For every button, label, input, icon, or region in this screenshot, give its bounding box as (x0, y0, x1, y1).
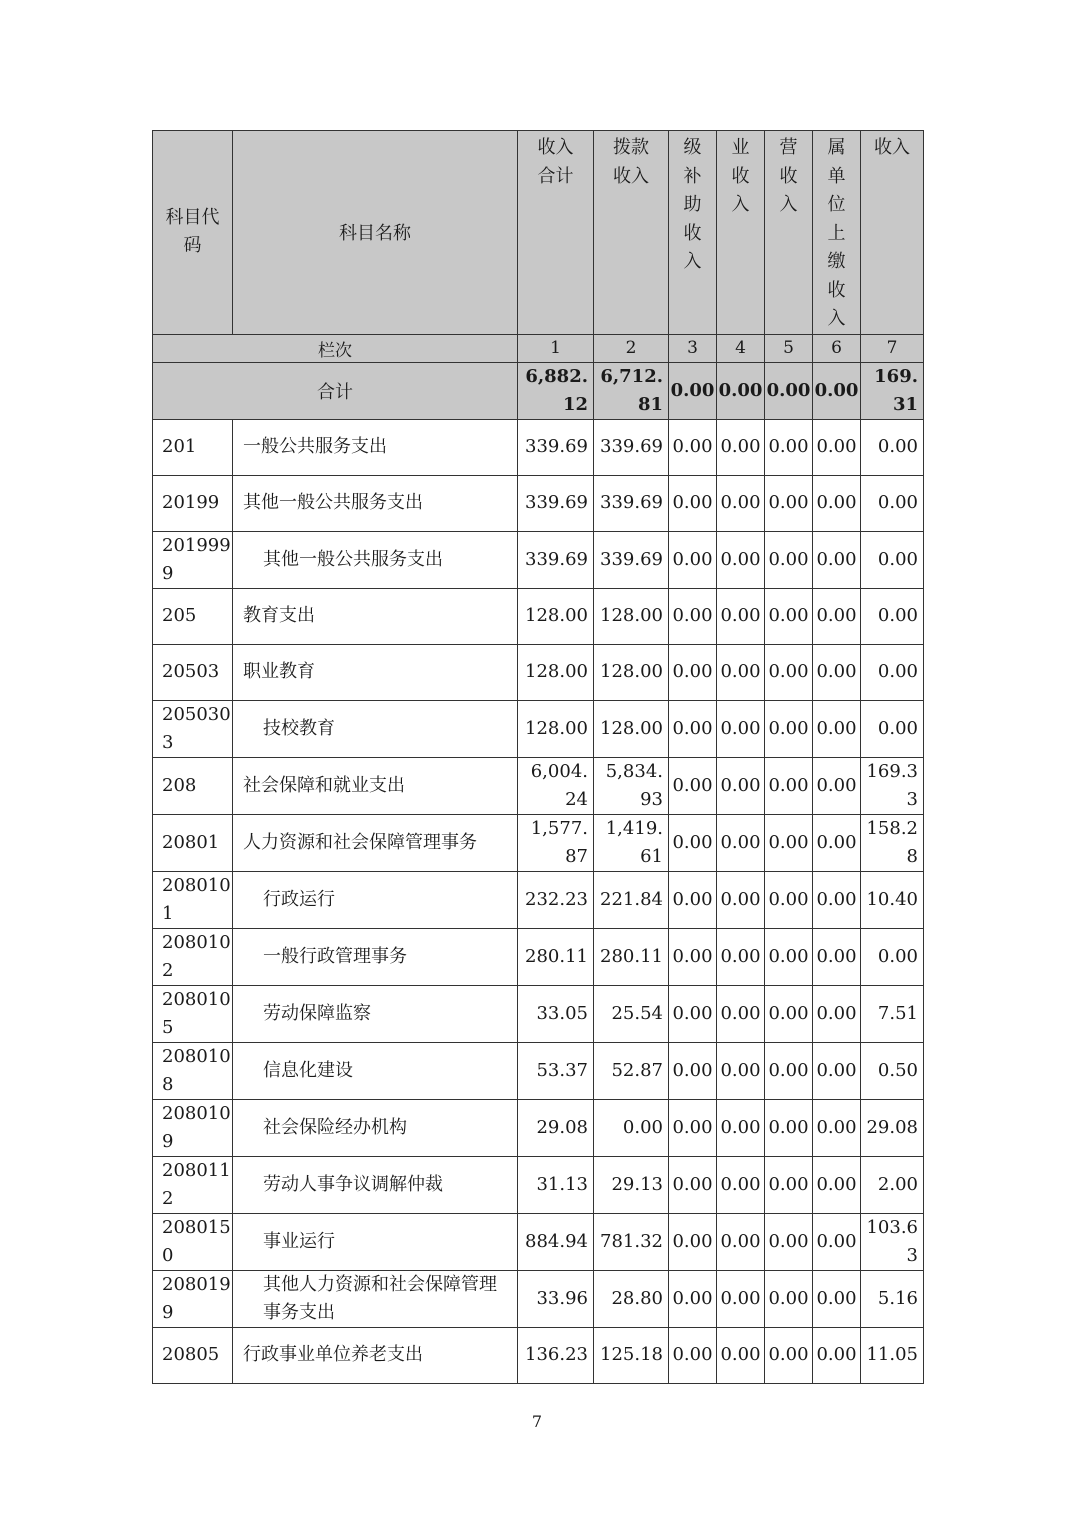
amount-cell: 0.00 (765, 588, 813, 644)
amount-cell: 0.00 (669, 814, 717, 871)
subject-code: 2019999 (153, 531, 233, 588)
page-number: 7 (531, 1412, 543, 1431)
table-row (153, 644, 924, 700)
amount-cell: 0.00 (669, 985, 717, 1042)
subject-code: 2080101 (153, 871, 233, 928)
amount-cell: 52.87 (594, 1042, 669, 1099)
total-value: 6,882.12 (518, 362, 594, 419)
subject-name: 其他一般公共服务支出 (233, 475, 518, 531)
subject-code: 20199 (153, 475, 233, 531)
amount-cell: 884.94 (518, 1213, 594, 1270)
column-index: 7 (861, 334, 924, 362)
amount-cell: 2.00 (861, 1156, 924, 1213)
column-index: 4 (717, 334, 765, 362)
header-code: 科目代码 (153, 131, 233, 335)
table-row (153, 700, 924, 757)
table-row (153, 419, 924, 475)
amount-cell: 0.00 (669, 1213, 717, 1270)
amount-cell: 232.23 (518, 871, 594, 928)
amount-cell: 0.00 (717, 1099, 765, 1156)
table-row (153, 985, 924, 1042)
subject-name: 行政运行 (233, 871, 518, 928)
amount-cell: 11.05 (861, 1327, 924, 1383)
amount-cell: 0.00 (813, 1156, 861, 1213)
amount-cell: 0.00 (717, 985, 765, 1042)
amount-cell: 280.11 (518, 928, 594, 985)
amount-cell: 28.80 (594, 1270, 669, 1327)
subject-code: 20801 (153, 814, 233, 871)
column-index: 6 (813, 334, 861, 362)
amount-cell: 0.00 (765, 644, 813, 700)
amount-cell: 0.00 (813, 588, 861, 644)
amount-cell: 0.00 (669, 700, 717, 757)
amount-cell: 128.00 (518, 588, 594, 644)
amount-cell: 0.00 (861, 928, 924, 985)
amount-cell: 0.00 (813, 475, 861, 531)
amount-cell: 125.18 (594, 1327, 669, 1383)
table-row (153, 1213, 924, 1270)
amount-cell: 0.50 (861, 1042, 924, 1099)
amount-cell: 0.00 (717, 1156, 765, 1213)
amount-cell: 0.00 (765, 419, 813, 475)
total-value: 6,712.81 (594, 362, 669, 419)
amount-cell: 0.00 (765, 814, 813, 871)
amount-cell: 0.00 (717, 419, 765, 475)
amount-cell: 0.00 (765, 757, 813, 814)
amount-cell: 0.00 (717, 588, 765, 644)
amount-cell: 0.00 (669, 871, 717, 928)
table-row (153, 1270, 924, 1327)
amount-cell: 128.00 (594, 644, 669, 700)
amount-cell: 0.00 (594, 1099, 669, 1156)
table-row (153, 1327, 924, 1383)
amount-cell: 0.00 (861, 475, 924, 531)
header-col-2: 拨款收入 (594, 131, 669, 335)
amount-cell: 0.00 (813, 419, 861, 475)
amount-cell: 0.00 (717, 1270, 765, 1327)
amount-cell: 0.00 (765, 700, 813, 757)
amount-cell: 0.00 (813, 644, 861, 700)
header-row (153, 131, 924, 335)
amount-cell: 0.00 (669, 1270, 717, 1327)
amount-cell: 0.00 (717, 531, 765, 588)
amount-cell: 0.00 (765, 1042, 813, 1099)
amount-cell: 0.00 (813, 1042, 861, 1099)
amount-cell: 0.00 (765, 1099, 813, 1156)
subject-name: 其他人力资源和社会保障管理事务支出 (233, 1270, 518, 1327)
subject-code: 205 (153, 588, 233, 644)
table-row (153, 1156, 924, 1213)
subject-code: 2080108 (153, 1042, 233, 1099)
amount-cell: 128.00 (594, 588, 669, 644)
amount-cell: 0.00 (813, 700, 861, 757)
amount-cell: 0.00 (717, 1213, 765, 1270)
subject-name: 其他一般公共服务支出 (233, 531, 518, 588)
table-row (153, 928, 924, 985)
amount-cell: 0.00 (765, 1156, 813, 1213)
amount-cell: 158.28 (861, 814, 924, 871)
amount-cell: 280.11 (594, 928, 669, 985)
amount-cell: 0.00 (861, 588, 924, 644)
subject-name: 信息化建设 (233, 1042, 518, 1099)
amount-cell: 0.00 (669, 1156, 717, 1213)
amount-cell: 339.69 (594, 475, 669, 531)
amount-cell: 339.69 (594, 419, 669, 475)
amount-cell: 0.00 (813, 871, 861, 928)
amount-cell: 781.32 (594, 1213, 669, 1270)
amount-cell: 0.00 (717, 475, 765, 531)
subject-code: 20805 (153, 1327, 233, 1383)
amount-cell: 136.23 (518, 1327, 594, 1383)
header-col-4: 业收入 (717, 131, 765, 335)
amount-cell: 31.13 (518, 1156, 594, 1213)
amount-cell: 0.00 (813, 1270, 861, 1327)
header-col-1: 收入合计 (518, 131, 594, 335)
amount-cell: 0.00 (813, 985, 861, 1042)
amount-cell: 103.63 (861, 1213, 924, 1270)
amount-cell: 0.00 (717, 1327, 765, 1383)
subject-code: 2050303 (153, 700, 233, 757)
table-row (153, 1042, 924, 1099)
amount-cell: 29.08 (861, 1099, 924, 1156)
amount-cell: 0.00 (669, 644, 717, 700)
amount-cell: 0.00 (765, 1270, 813, 1327)
total-value: 0.00 (717, 362, 765, 419)
amount-cell: 0.00 (669, 1327, 717, 1383)
header-name: 科目名称 (233, 131, 518, 335)
amount-cell: 5,834.93 (594, 757, 669, 814)
amount-cell: 0.00 (813, 757, 861, 814)
subject-code: 2080150 (153, 1213, 233, 1270)
amount-cell: 128.00 (518, 700, 594, 757)
total-value: 169.31 (861, 362, 924, 419)
amount-cell: 0.00 (813, 814, 861, 871)
header-col-3: 级补助收入 (669, 131, 717, 335)
amount-cell: 0.00 (717, 928, 765, 985)
amount-cell: 0.00 (813, 1213, 861, 1270)
amount-cell: 29.08 (518, 1099, 594, 1156)
subject-name: 一般公共服务支出 (233, 419, 518, 475)
subject-name: 教育支出 (233, 588, 518, 644)
amount-cell: 0.00 (669, 588, 717, 644)
amount-cell: 0.00 (813, 1327, 861, 1383)
subject-name: 事业运行 (233, 1213, 518, 1270)
subject-name: 社会保险经办机构 (233, 1099, 518, 1156)
amount-cell: 0.00 (861, 419, 924, 475)
amount-cell: 0.00 (765, 871, 813, 928)
amount-cell: 0.00 (861, 531, 924, 588)
total-row (153, 362, 924, 419)
table-row (153, 871, 924, 928)
subject-code: 2080109 (153, 1099, 233, 1156)
amount-cell: 169.33 (861, 757, 924, 814)
amount-cell: 33.05 (518, 985, 594, 1042)
total-value: 0.00 (669, 362, 717, 419)
column-index: 2 (594, 334, 669, 362)
subject-code: 201 (153, 419, 233, 475)
amount-cell: 1,577.87 (518, 814, 594, 871)
header-col-7: 收入 (861, 131, 924, 335)
amount-cell: 0.00 (669, 419, 717, 475)
amount-cell: 5.16 (861, 1270, 924, 1327)
subject-code: 2080105 (153, 985, 233, 1042)
table-row (153, 588, 924, 644)
amount-cell: 0.00 (669, 928, 717, 985)
budget-table (152, 130, 924, 1384)
amount-cell: 0.00 (861, 700, 924, 757)
amount-cell: 0.00 (717, 700, 765, 757)
subject-name: 行政事业单位养老支出 (233, 1327, 518, 1383)
amount-cell: 6,004.24 (518, 757, 594, 814)
amount-cell: 10.40 (861, 871, 924, 928)
amount-cell: 0.00 (669, 531, 717, 588)
table-row (153, 531, 924, 588)
amount-cell: 339.69 (518, 475, 594, 531)
column-index: 1 (518, 334, 594, 362)
amount-cell: 53.37 (518, 1042, 594, 1099)
amount-cell: 0.00 (717, 644, 765, 700)
column-index: 3 (669, 334, 717, 362)
subject-code: 2080102 (153, 928, 233, 985)
amount-cell: 339.69 (594, 531, 669, 588)
amount-cell: 128.00 (518, 644, 594, 700)
amount-cell: 0.00 (669, 757, 717, 814)
amount-cell: 0.00 (765, 985, 813, 1042)
amount-cell: 25.54 (594, 985, 669, 1042)
subject-name: 劳动保障监察 (233, 985, 518, 1042)
amount-cell: 0.00 (717, 814, 765, 871)
amount-cell: 0.00 (813, 928, 861, 985)
amount-cell: 0.00 (717, 1042, 765, 1099)
amount-cell: 7.51 (861, 985, 924, 1042)
column-index-row (153, 334, 924, 362)
amount-cell: 0.00 (669, 475, 717, 531)
subject-name: 一般行政管理事务 (233, 928, 518, 985)
amount-cell: 128.00 (594, 700, 669, 757)
column-index: 5 (765, 334, 813, 362)
subject-code: 208 (153, 757, 233, 814)
table-row (153, 475, 924, 531)
amount-cell: 0.00 (765, 1327, 813, 1383)
amount-cell: 0.00 (861, 644, 924, 700)
amount-cell: 0.00 (717, 757, 765, 814)
subject-code: 2080112 (153, 1156, 233, 1213)
amount-cell: 33.96 (518, 1270, 594, 1327)
table-row (153, 1099, 924, 1156)
amount-cell: 0.00 (765, 475, 813, 531)
subject-name: 社会保障和就业支出 (233, 757, 518, 814)
total-value: 0.00 (765, 362, 813, 419)
amount-cell: 0.00 (669, 1042, 717, 1099)
subject-code: 20503 (153, 644, 233, 700)
amount-cell: 0.00 (765, 531, 813, 588)
column-index-label: 栏次 (153, 334, 518, 362)
header-col-5: 营收入 (765, 131, 813, 335)
amount-cell: 221.84 (594, 871, 669, 928)
subject-name: 人力资源和社会保障管理事务 (233, 814, 518, 871)
header-col-6: 属单位上缴收入 (813, 131, 861, 335)
amount-cell: 0.00 (813, 531, 861, 588)
total-value: 0.00 (813, 362, 861, 419)
subject-name: 技校教育 (233, 700, 518, 757)
subject-name: 职业教育 (233, 644, 518, 700)
amount-cell: 29.13 (594, 1156, 669, 1213)
amount-cell: 339.69 (518, 419, 594, 475)
table-row (153, 757, 924, 814)
amount-cell: 0.00 (669, 1099, 717, 1156)
amount-cell: 1,419.61 (594, 814, 669, 871)
amount-cell: 0.00 (717, 871, 765, 928)
amount-cell: 0.00 (765, 1213, 813, 1270)
subject-code: 2080199 (153, 1270, 233, 1327)
amount-cell: 0.00 (765, 928, 813, 985)
subject-name: 劳动人事争议调解仲裁 (233, 1156, 518, 1213)
amount-cell: 339.69 (518, 531, 594, 588)
total-label: 合计 (153, 362, 518, 419)
table-row (153, 814, 924, 871)
amount-cell: 0.00 (813, 1099, 861, 1156)
